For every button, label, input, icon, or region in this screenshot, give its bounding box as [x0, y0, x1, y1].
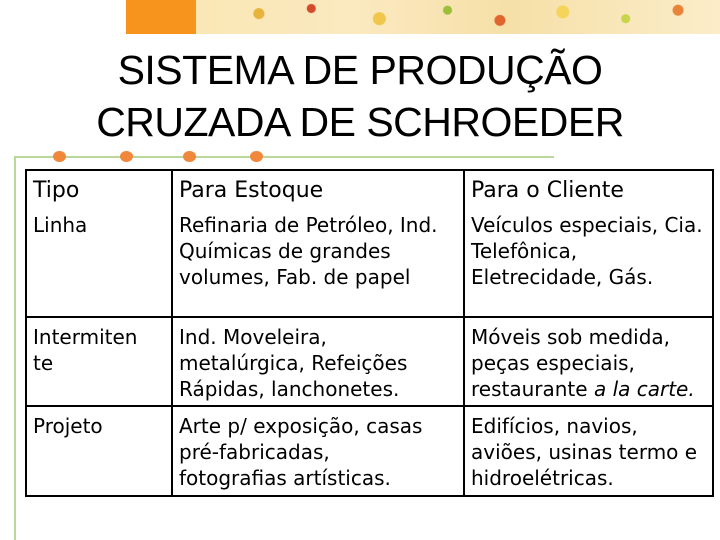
cell-text-line: Refinaria de Petróleo, Ind. — [179, 213, 438, 237]
cell-text-line: Intermiten — [33, 325, 138, 349]
slide-title — [60, 44, 660, 148]
left-margin-line — [14, 156, 16, 540]
cell-text-line: aviões, usinas termo e — [471, 440, 698, 464]
header-para-estoque: Para Estoque — [172, 170, 464, 209]
cell-projeto-estoque — [172, 406, 464, 496]
cell-text-line: Arte p/ exposição, casas — [179, 414, 423, 438]
cell-text-line: Edifícios, navios, — [471, 414, 638, 438]
title-divider-line — [14, 156, 554, 158]
title-line-1: SISTEMA DE PRODUÇÃO — [117, 47, 603, 93]
cell-text-line: peças especiais, — [471, 351, 635, 375]
cell-text-line: Telefônica, — [471, 239, 578, 263]
title-line-2: CRUZADA DE SCHROEDER — [96, 99, 624, 145]
cell-projeto-cliente — [464, 406, 713, 496]
header-para-o-cliente: Para o Cliente — [471, 178, 624, 203]
cell-linha-estoque — [172, 209, 464, 317]
production-system-table — [25, 169, 714, 497]
row-label-linha: Linha — [26, 209, 172, 317]
table-row-linha — [26, 209, 713, 317]
cell-text-line: pré-fabricadas, — [179, 440, 330, 464]
decorative-header-banner — [0, 0, 720, 36]
bullet-dot-4 — [250, 151, 263, 162]
cell-text-line: Rápidas, lanchonetes. — [179, 377, 400, 401]
cell-text-line: volumes, Fab. de papel — [179, 265, 411, 289]
cell-text-line: Ind. Moveleira, — [179, 325, 327, 349]
cell-intermitente-cliente — [464, 317, 713, 406]
cell-text-line: hidroelétricas. — [471, 466, 614, 490]
cell-text-line: fotografias artísticas. — [179, 466, 391, 490]
row-label-intermitente — [26, 317, 172, 406]
cell-text-line: Eletrecidade, Gás. — [471, 265, 654, 289]
bullet-dot-1 — [53, 151, 66, 162]
cell-text-line: te — [33, 351, 54, 375]
table-row-intermitente — [26, 317, 713, 406]
cell-intermitente-estoque — [172, 317, 464, 406]
floral-pattern-strip — [196, 0, 720, 34]
cell-text-line: Químicas de grandes — [179, 239, 391, 263]
cell-text-line: Móveis sob medida, — [471, 325, 671, 349]
orange-accent-block — [126, 0, 196, 34]
bullet-dot-2 — [120, 151, 133, 162]
cell-text-line: Veículos especiais, Cia. — [471, 213, 703, 237]
cell-text-line: restaurante — [471, 377, 594, 401]
table-row-projeto — [26, 406, 713, 496]
bullet-dot-3 — [183, 151, 196, 162]
cell-text-italic: a la carte. — [593, 377, 695, 401]
cell-text-line: metalúrgica, Refeições — [179, 351, 408, 375]
cell-linha-cliente — [464, 209, 713, 317]
row-label-projeto: Projeto — [26, 406, 172, 496]
header-tipo: Tipo — [26, 170, 172, 209]
table-header-row — [26, 170, 713, 209]
